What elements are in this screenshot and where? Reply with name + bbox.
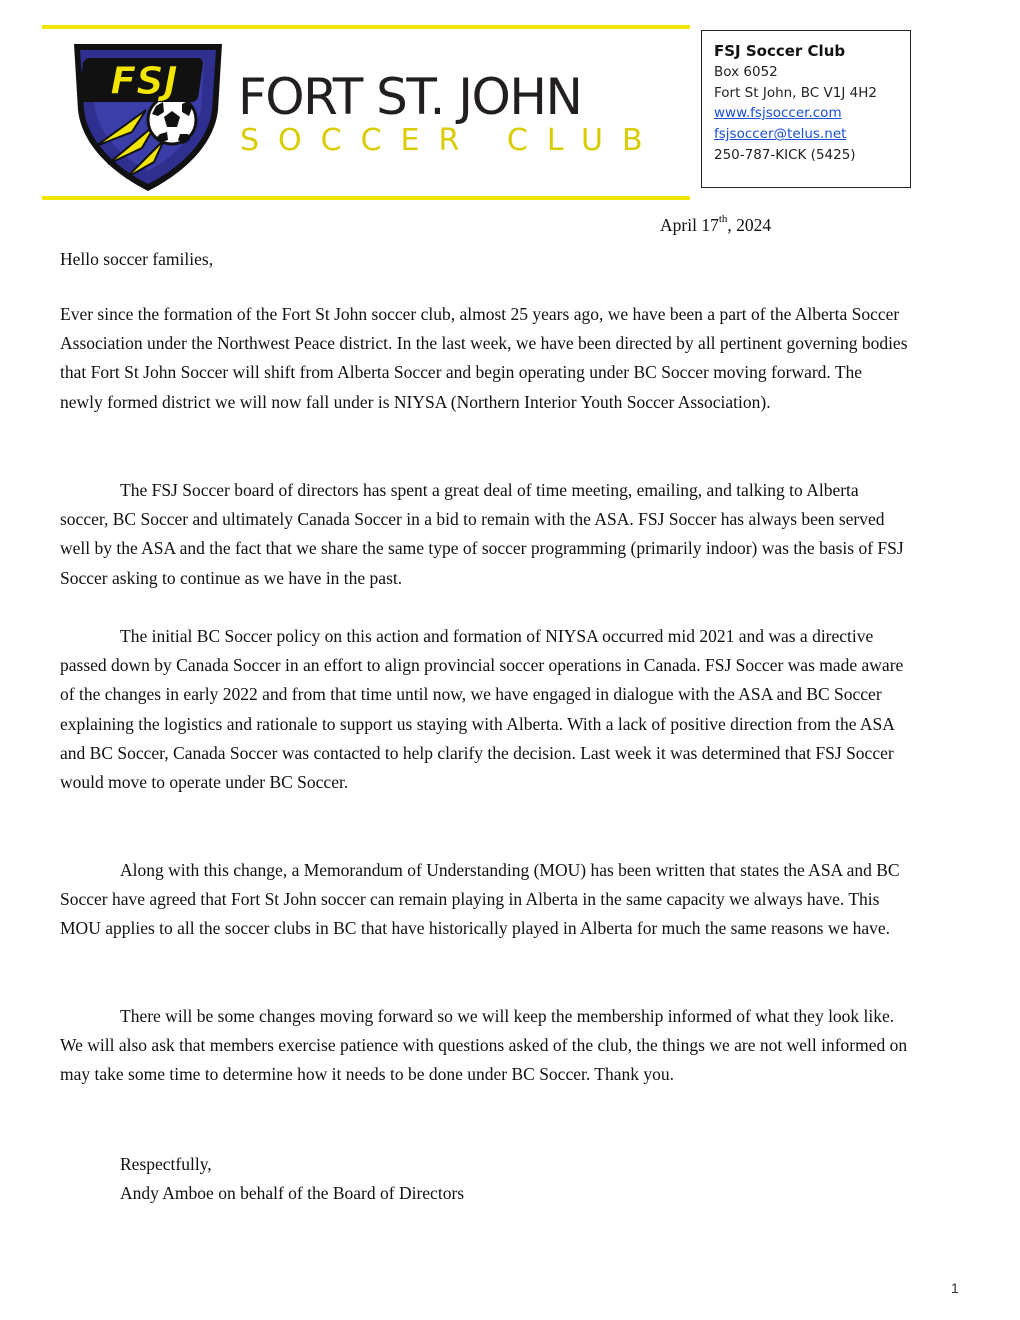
signature-line: Andy Amboe on behalf of the Board of Directors bbox=[120, 1183, 465, 1203]
paragraph-4: Along with this change, a Memorandum of Understanding (MOU) has been written that states the ASA and BC Soccer have agreed that Fort St John soccer can remain playing in Alberta in the same capacity we always have. This MOU applies to all the soccer clubs in BC that have historically played in Alberta for much the same reasons we have. bbox=[60, 860, 900, 939]
contact-box-number: Box 6052 bbox=[714, 64, 778, 80]
closing-block bbox=[120, 1150, 464, 1208]
letter-date: April 17th, 2024 bbox=[660, 213, 772, 235]
closing-line: Respectfully, bbox=[120, 1154, 212, 1174]
club-subtitle: SOCCER CLUB bbox=[240, 123, 662, 158]
header-bottom-rule bbox=[42, 196, 690, 200]
soccer-ball-icon bbox=[148, 96, 196, 144]
paragraph-1: Ever since the formation of the Fort St John soccer club, almost 25 years ago, we have been a part of the Alberta Soccer Association under the Northwest Peace district. In the last week, we have been directed by all pertinent governing bodies that Fort St John Soccer will shift from Alberta Soccer and begin operating under BC Soccer moving forward. The newly formed district we will now fall under is NIYSA (Northern Interior Youth Soccer Association). bbox=[60, 304, 908, 412]
fsj-wordmark bbox=[78, 58, 204, 103]
page-number: 1 bbox=[951, 1280, 959, 1296]
website-link[interactable]: www.fsjsoccer.com bbox=[714, 105, 842, 122]
club-name-heading: FORT ST. JOHN bbox=[238, 68, 582, 126]
paragraph-2: The FSJ Soccer board of directors has spent a great deal of time meeting, emailing, and talking to Alberta soccer, BC Soccer and ultimately Canada Soccer in a bid to remain with the ASA. FSJ Soccer has always been served well by the ASA and the fact that we share the same type of soccer programming (primarily indoor) was the basis of FSJ Soccer asking to continue as we have in the past. bbox=[60, 480, 904, 588]
email-link[interactable]: fsjsoccer@telus.net bbox=[714, 126, 847, 143]
paragraph-5: There will be some changes moving forward so we will keep the membership informed of what they look like. We will also ask that members exercise patience with questions asked of the club, the things we are not well informed on may take some time to determine how it needs to be done under BC Soccer. Thank you. bbox=[60, 1006, 908, 1085]
contact-phone: 250-787-KICK (5425) bbox=[714, 146, 856, 163]
contact-box bbox=[701, 30, 911, 188]
paragraph-3: The initial BC Soccer policy on this action and formation of NIYSA occurred mid 2021 and was a directive passed down by Canada Soccer in an effort to align provincial soccer operations in Canada. FSJ Soccer was made aware of the changes in early 2022 and from that time until now, we have engaged in dialogue with the ASA and BC Soccer explaining the logistics and rationale to support us staying with Alberta. With a lack of positive direction from the ASA and BC Soccer, Canada Soccer was contacted to help clarify the decision. Last week it was determined that FSJ Soccer would move to operate under BC Soccer. bbox=[60, 626, 904, 793]
club-crest-logo bbox=[68, 28, 228, 194]
contact-city: Fort St John, BC V1J 4H2 bbox=[714, 84, 877, 101]
svg-text:FSJ: FSJ bbox=[110, 59, 178, 103]
salutation: Hello soccer families, bbox=[60, 249, 214, 269]
contact-name: FSJ Soccer Club bbox=[714, 42, 846, 60]
